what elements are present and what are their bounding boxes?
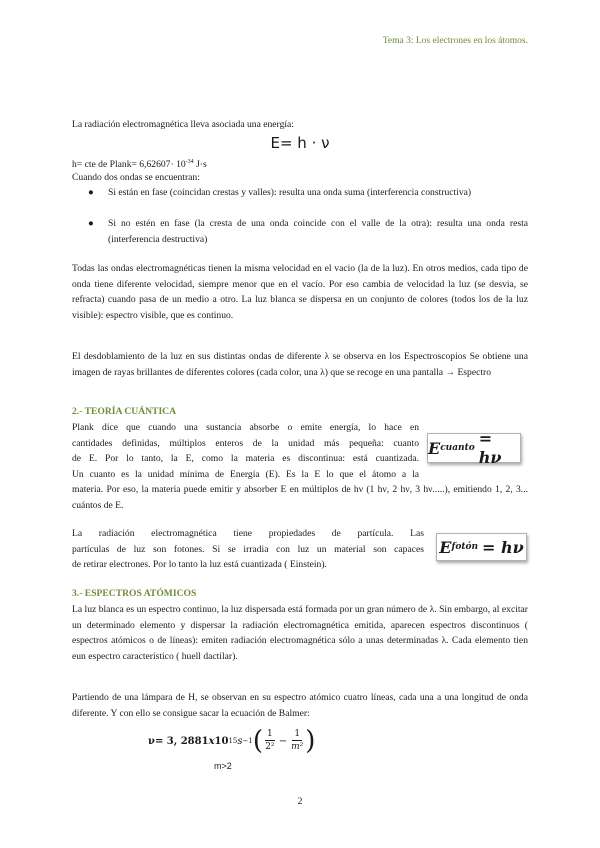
section-3-title: 3.- ESPECTROS ATÓMICOS	[72, 588, 197, 599]
planck-line: Un cuanto es la unidad mínima de Energía (E). Es la E lo que el átomo a la	[72, 468, 419, 480]
list-item	[88, 185, 528, 201]
planck-line: de E. Por lo tanto, la E, como la materia es discontinua: está cuantizada.	[72, 453, 419, 464]
energy-formula: E= h · ν	[270, 134, 330, 152]
section-2-title: 2.- TEORÍA CUÁNTICA	[72, 406, 177, 417]
formula-subscript: fotón	[451, 542, 479, 552]
list-item-text: Si no estén en fase (la cresta de una onda coincide con el valle de la otra): resulta una onda resta (interferencia destructiva)	[108, 218, 528, 245]
planck-line: cantidades definidas, múltiplos enteros de la unidad más pequeña: cuanto	[72, 437, 419, 449]
formula-symbol: E	[439, 537, 452, 557]
balmer-times: x	[208, 735, 215, 747]
right-paren: )	[305, 726, 316, 756]
bullet-icon: ●	[88, 218, 94, 229]
intro-text: La radiación electromagnética lleva asociada una energía:	[72, 119, 294, 130]
left-paren: (	[252, 726, 263, 756]
balmer-lhs: ν= 3, 2881	[148, 735, 209, 747]
bullet-icon: ●	[88, 187, 94, 198]
planck-constant-value: h= cte de Plank= 6,62607· 10	[72, 159, 186, 171]
formula-subscript: cuanto	[440, 443, 475, 453]
balmer-condition: m>2	[214, 761, 232, 771]
list-item-text: Si están en fase (coincidan crestas y valles): resulta una onda suma (interferencia constructiva)	[108, 187, 472, 198]
paragraph-speed: Todas las ondas electromagnéticas tienen la misma velocidad en el vacio (la de la luz). En otros medios, cada tipo de onda tiene diferente velocidad, siempre menor que en el vacío. Por eso cambia de velocidad la luz (se desvia, se refracta) cuando pasa de un medio a otro. La luz blanca se dispersa en un conjunto de colores (todos los de la luz visible): espectro visible, que es continuo.	[72, 263, 528, 321]
planck-exponent: -34	[185, 159, 194, 165]
einstein-line: de retirar electrones. Por lo tanto la luz está cuantizada ( Einstein).	[72, 559, 327, 570]
page-number: 2	[297, 796, 303, 807]
fraction-one-over-m-squared	[291, 729, 303, 753]
formula-rest: = hν	[482, 537, 524, 557]
balmer-minus: −	[278, 735, 288, 747]
numerator: 1	[267, 729, 273, 739]
balmer-equation	[148, 728, 315, 754]
balmer-ten: 10	[214, 735, 229, 747]
list-item	[88, 216, 528, 247]
fraction-one-over-two-squared	[265, 729, 275, 753]
einstein-line: La radiación electromagnética tiene propiedades de partícula. Las	[72, 528, 424, 539]
paragraph-balmer: Partiendo de una lámpara de H, se observan en su espectro atómico cuatro líneas, cada una a una longitud de onda diferente. Y con ello se consigue sacar la ecuación de Balmer:	[72, 692, 528, 719]
einstein-line: partículas de luz son fotones. Si se irradia con luz un material son capaces	[72, 543, 424, 555]
balmer-seconds-exponent: −1	[242, 737, 253, 745]
formula-symbol: E	[428, 438, 441, 458]
denominator: 2²	[265, 742, 275, 752]
paragraph-spectra: La luz blanca es un espectro continuo, la luz dispersada está formada por un gran número de λ. Sin embargo, al excitar un determinado elemento y dispersar la radiación electromagnética emitida, aparecen espectros discontinuos ( espectros atómicos o de líneas): emiten radiación electromagnética sólo a unas determinadas λ. Cada elemento tien eun espectro característico ( huell dactilar).	[72, 604, 528, 662]
balmer-seconds: s	[237, 735, 243, 747]
waves-intro: Cuando dos ondas se encuentran:	[72, 172, 200, 183]
planck-line: Plank dice que cuando una sustancia absorbe o emite energía, lo hace en	[72, 422, 419, 433]
quantum-energy-formula-box	[427, 429, 521, 467]
photon-energy-formula-box	[436, 533, 527, 561]
denominator: m²	[291, 742, 304, 752]
planck-unit: J·s	[193, 159, 207, 171]
balmer-ten-exponent: 15	[228, 737, 238, 745]
paragraph-spectroscope: El desdoblamiento de la luz en sus distintas ondas de diferente λ se observa en los Espectroscopios Se obtiene una imagen de rayas brillantes de diferentes colores (cada color, una λ) que se recoge en una pantalla → Espectro	[72, 351, 528, 378]
page-header: Tema 3: Los electrones en los átomos.	[382, 36, 528, 46]
numerator: 1	[294, 729, 301, 739]
planck-paragraph-tail: materia. Por eso, la materia puede emitir y absorber E en múltiplos de hν (1 hν, 2 hν, 3 hν.....), emitiendo 1, 2, 3... cuántos de E.	[72, 484, 528, 511]
formula-rest: = hν	[478, 429, 502, 467]
